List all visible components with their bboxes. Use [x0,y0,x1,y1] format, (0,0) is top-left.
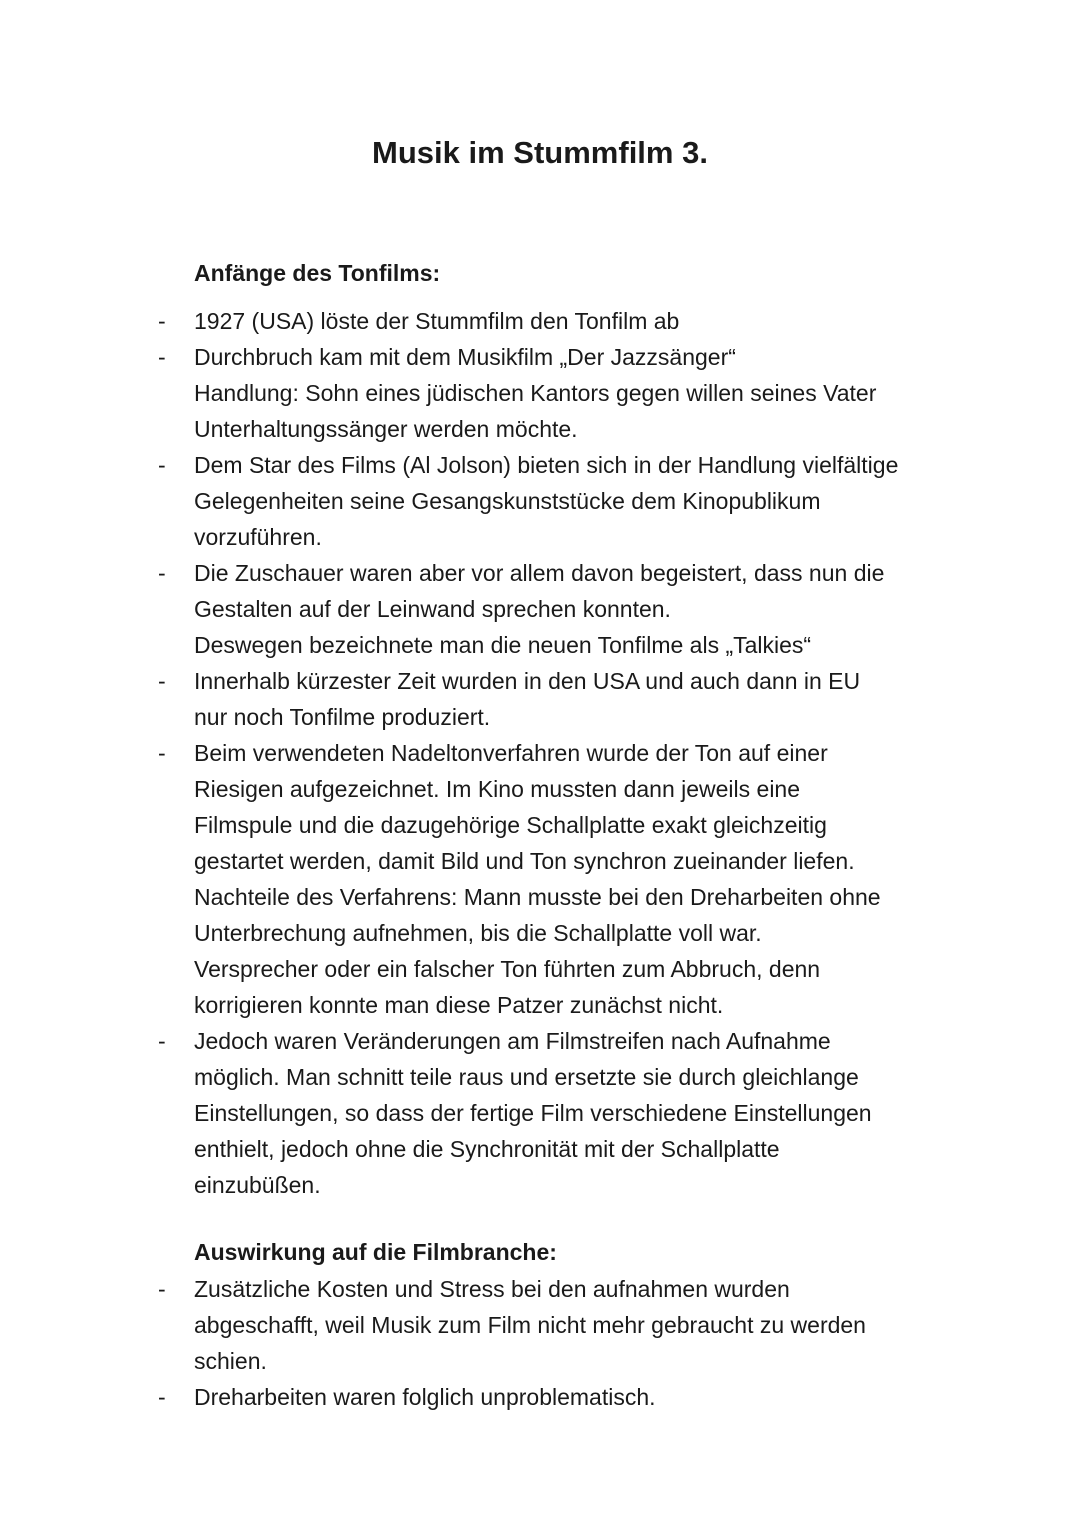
list-item [0,1379,1080,1415]
list-item-text-line: gestartet werden, damit Bild und Ton synchron zueinander liefen. [194,848,855,874]
list-item-text-line: Riesigen aufgezeichnet. Im Kino mussten dann jeweils eine [194,776,801,802]
bullet-dash: - [158,1384,166,1410]
list-item-text-line: Deswegen bezeichnete man die neuen Tonfilme als „Talkies“ [194,632,812,658]
section-heading-filmbranche: Auswirkung auf die Filmbranche: [194,1239,557,1265]
bullet-dash: - [158,740,166,766]
list-item-text-line: 1927 (USA) löste der Stummfilm den Tonfilm ab [194,308,680,334]
list-item-text-line: Unterbrechung aufnehmen, bis die Schallplatte voll war. [194,920,762,946]
list-item-text-line: Versprecher oder ein falscher Ton führten zum Abbruch, denn [194,956,821,982]
list-item [0,303,1080,339]
list-item [0,1023,1080,1203]
list-item-text-line: korrigieren konnte man diese Patzer zunächst nicht. [194,992,724,1018]
list-item [0,663,1080,735]
list-item-text-line: Nachteile des Verfahrens: Mann musste bei den Dreharbeiten ohne [194,884,881,910]
bullet-dash: - [158,452,166,478]
list-item-text-line: Jedoch waren Veränderungen am Filmstreifen nach Aufnahme [194,1028,831,1054]
list-item-text-line: Zusätzliche Kosten und Stress bei den aufnahmen wurden [194,1276,790,1302]
bullet-dash: - [158,1028,166,1054]
list-item-text-line: einzubüßen. [194,1172,321,1198]
list-item [0,555,1080,663]
list-item-text-line: Handlung: Sohn eines jüdischen Kantors gegen willen seines Vater [194,380,877,406]
list-item-text-line: Filmspule und die dazugehörige Schallplatte exakt gleichzeitig [194,812,827,838]
list-item-text-line: nur noch Tonfilme produziert. [194,704,491,730]
bullet-dash: - [158,560,166,586]
bullet-list-tonfilm-anfaenge [0,303,1080,1203]
bullet-dash: - [158,1276,166,1302]
list-item-text-line: schien. [194,1348,267,1374]
list-item-text-line: Gestalten auf der Leinwand sprechen konnten. [194,596,671,622]
list-item [0,735,1080,1023]
bullet-list-filmbranche [0,1271,1080,1415]
list-item-text-line: Dem Star des Films (Al Jolson) bieten sich in der Handlung vielfältige [194,452,899,478]
section-heading-tonfilm-anfaenge: Anfänge des Tonfilms: [194,260,441,286]
bullet-dash: - [158,308,166,334]
list-item [0,447,1080,555]
list-item-text-line: Beim verwendeten Nadeltonverfahren wurde der Ton auf einer [194,740,828,766]
list-item-text-line: vorzuführen. [194,524,322,550]
list-item-text-line: Innerhalb kürzester Zeit wurden in den USA und auch dann in EU [194,668,861,694]
list-item-text-line: enthielt, jedoch ohne die Synchronität mit der Schallplatte [194,1136,780,1162]
list-item-text-line: abgeschafft, weil Musik zum Film nicht mehr gebraucht zu werden [194,1312,866,1338]
list-item [0,339,1080,447]
list-item-text-line: Unterhaltungssänger werden möchte. [194,416,578,442]
list-item-text-line: Gelegenheiten seine Gesangskunststücke dem Kinopublikum [194,488,821,514]
bullet-dash: - [158,344,166,370]
document-title: Musik im Stummfilm 3. [372,135,708,170]
list-item-text-line: Durchbruch kam mit dem Musikfilm „Der Jazzsänger“ [194,344,736,370]
list-item-text-line: möglich. Man schnitt teile raus und ersetzte sie durch gleichlange [194,1064,859,1090]
list-item [0,1271,1080,1379]
bullet-dash: - [158,668,166,694]
list-item-text-line: Dreharbeiten waren folglich unproblematisch. [194,1384,656,1410]
list-item-text-line: Einstellungen, so dass der fertige Film verschiedene Einstellungen [194,1100,872,1126]
list-item-text-line: Die Zuschauer waren aber vor allem davon begeistert, dass nun die [194,560,885,586]
